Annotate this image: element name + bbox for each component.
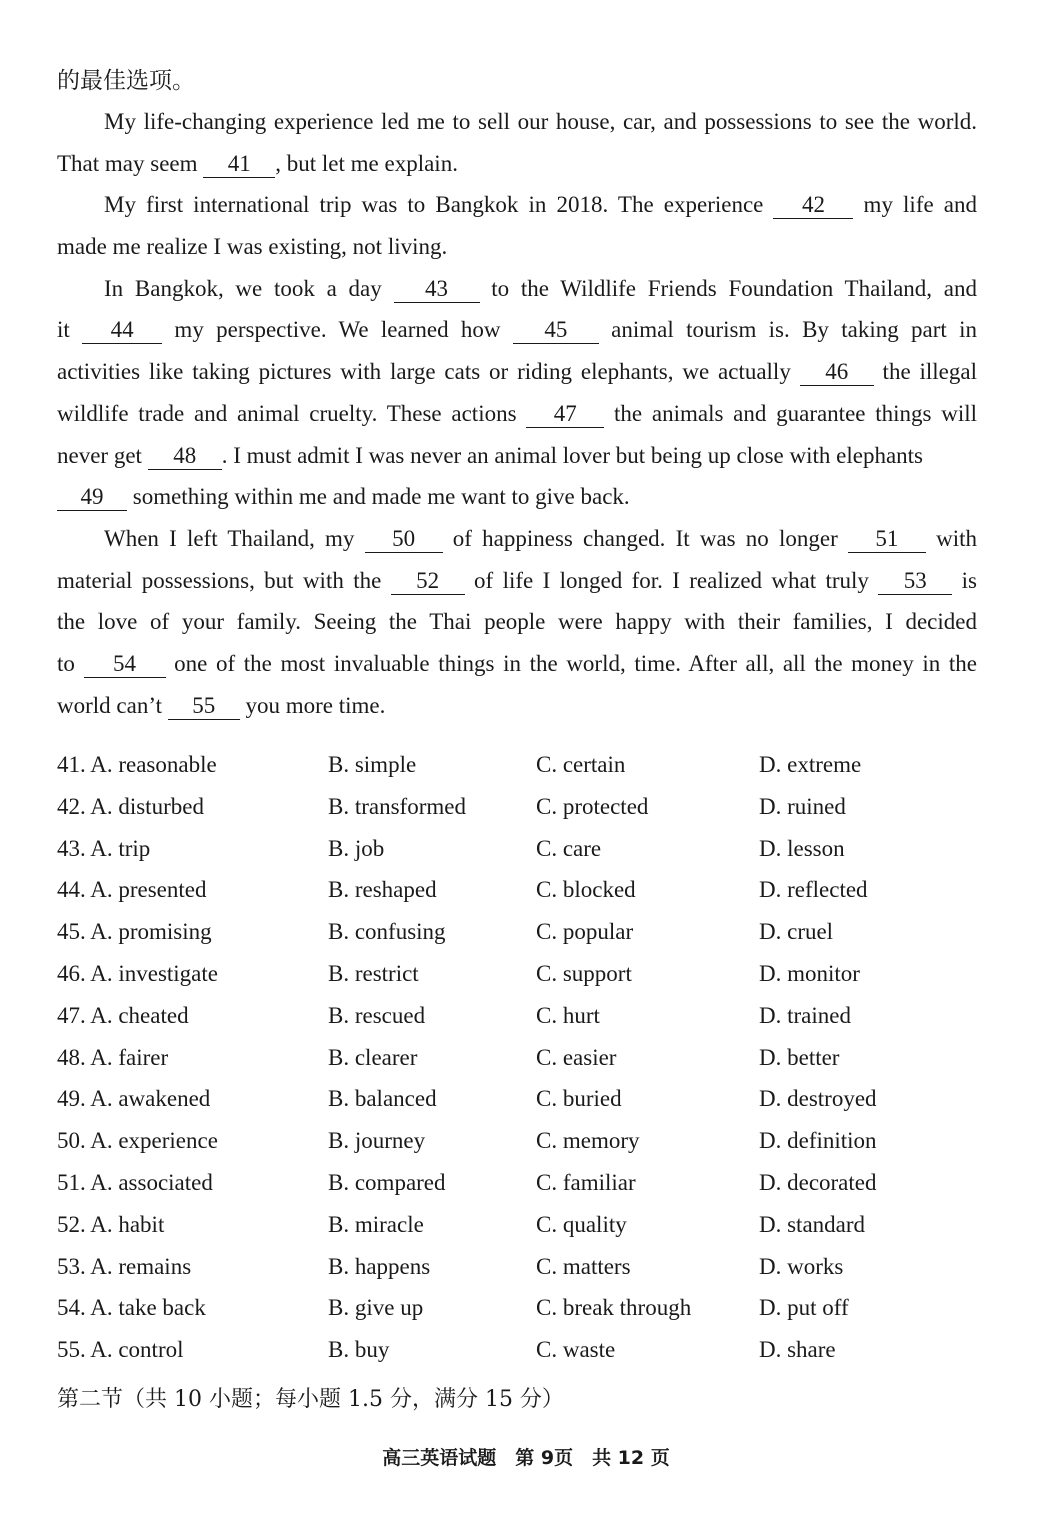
passage-text: , but let me explain. <box>275 150 458 176</box>
option-b: B. journey <box>328 1128 426 1154</box>
option-c: C. popular <box>536 919 634 945</box>
option-b: B. clearer <box>328 1044 418 1070</box>
option-b: B. compared <box>328 1169 446 1195</box>
passage-text: world can’t <box>57 692 168 718</box>
option-c: C. protected <box>536 793 649 819</box>
option-row <box>57 828 957 870</box>
blank-42: 42 <box>773 192 853 219</box>
passage-text: My first international trip was to Bangkok in 2018. The experience <box>104 192 774 218</box>
option-c: C. memory <box>536 1128 640 1154</box>
option-d: D. decorated <box>759 1169 877 1195</box>
option-c: C. quality <box>536 1211 627 1237</box>
blank-47: 47 <box>526 401 604 428</box>
blank-55: 55 <box>168 693 240 720</box>
option-row <box>57 995 957 1037</box>
page-footer: 高三英语试题 第 9页 共 12 页 <box>382 1447 670 1469</box>
option-d: D. extreme <box>759 752 862 777</box>
passage-text: one of the most invaluable things in the world, time. After all, all the money in the <box>165 650 977 676</box>
option-c: C. easier <box>536 1044 617 1070</box>
passage-text: activities like taking pictures with large cats or riding elephants, we actually <box>57 359 800 385</box>
passage-line <box>57 518 977 560</box>
option-a: 41. A. reasonable <box>57 752 217 777</box>
passage-text: never get <box>57 442 148 468</box>
option-row <box>57 953 957 995</box>
blank-45: 45 <box>513 317 599 344</box>
option-b: B. reshaped <box>328 877 437 903</box>
option-d: D. share <box>759 1337 836 1363</box>
option-b: B. give up <box>328 1295 424 1321</box>
passage-text: material possessions, but with the <box>57 567 391 593</box>
option-row <box>57 1287 957 1329</box>
option-a: 43. A. trip <box>57 835 151 861</box>
passage-text: the illegal <box>873 359 977 385</box>
passage-text: . I must admit I was never an animal lover but being up close with elephants <box>221 442 924 468</box>
passage-line <box>57 393 977 435</box>
passage-text: to the Wildlife Friends Foundation Thailand, and <box>479 275 977 301</box>
passage-line <box>57 560 977 602</box>
option-a: 49. A. awakened <box>57 1086 211 1112</box>
option-a: 51. A. associated <box>57 1169 213 1195</box>
blank-41: 41 <box>203 151 275 178</box>
option-row <box>57 911 957 953</box>
option-a: 48. A. fairer <box>57 1044 169 1070</box>
blank-53: 53 <box>878 568 952 595</box>
option-a: 55. A. control <box>57 1337 184 1363</box>
option-d: D. monitor <box>759 960 860 986</box>
instruction-tail: 的最佳选项。 <box>57 68 195 94</box>
option-d: D. trained <box>759 1002 851 1028</box>
option-row <box>57 786 957 828</box>
blank-46: 46 <box>800 359 874 386</box>
passage-text: My life-changing experience led me to sell our house, car, and possessions to see the world. <box>104 109 977 134</box>
option-c: C. support <box>536 960 632 986</box>
passage-text: something within me and made me want to give back. <box>127 484 630 510</box>
option-row <box>57 744 957 786</box>
option-c: C. familiar <box>536 1169 636 1195</box>
blank-48: 48 <box>148 443 222 470</box>
option-a: 54. A. take back <box>57 1295 206 1321</box>
passage-text: animal tourism is. By taking part in <box>598 317 978 343</box>
option-a: 42. A. disturbed <box>57 793 204 819</box>
passage-text: In Bangkok, we took a day <box>104 275 394 301</box>
option-row <box>57 1162 957 1204</box>
blank-51: 51 <box>848 526 926 553</box>
blank-44: 44 <box>82 317 162 344</box>
passage-text: is <box>952 567 978 593</box>
option-b: B. job <box>328 835 385 861</box>
option-a: 47. A. cheated <box>57 1002 189 1028</box>
passage-line <box>57 101 977 143</box>
option-row <box>57 1120 957 1162</box>
blank-54: 54 <box>84 651 166 678</box>
passage-line <box>57 226 977 268</box>
option-row <box>57 869 957 911</box>
option-d: D. lesson <box>759 835 845 861</box>
passage-line <box>57 184 977 226</box>
option-d: D. works <box>759 1253 844 1279</box>
blank-52: 52 <box>391 568 465 595</box>
passage-text: When I left Thailand, my <box>104 525 365 551</box>
option-b: B. rescued <box>328 1002 426 1028</box>
option-b: B. transformed <box>328 793 466 819</box>
passage-text: made me realize I was existing, not living. <box>57 234 448 260</box>
option-c: C. matters <box>536 1253 631 1279</box>
option-c: C. break through <box>536 1295 692 1321</box>
option-row <box>57 1329 957 1371</box>
passage-line <box>57 143 977 185</box>
option-c: C. blocked <box>536 877 636 903</box>
passage-text: of happiness changed. It was no longer <box>442 525 848 551</box>
option-b: B. buy <box>328 1337 390 1363</box>
option-b: B. balanced <box>328 1086 437 1112</box>
passage-text: to <box>57 650 84 676</box>
option-row <box>57 1246 957 1288</box>
passage-text: That may seem <box>57 150 204 176</box>
option-b: B. miracle <box>328 1211 424 1237</box>
option-c: C. waste <box>536 1337 616 1363</box>
option-d: D. put off <box>759 1295 849 1321</box>
option-a: 44. A. presented <box>57 877 207 903</box>
passage-text: my life and <box>853 192 977 218</box>
passage-line <box>57 268 977 310</box>
option-c: C. hurt <box>536 1002 600 1028</box>
passage-line <box>57 601 977 643</box>
passage-line <box>57 351 977 393</box>
option-d: D. better <box>759 1044 840 1070</box>
cloze-passage <box>57 101 977 726</box>
blank-50: 50 <box>365 526 443 553</box>
option-b: B. happens <box>328 1253 431 1279</box>
option-c: C. buried <box>536 1086 622 1112</box>
passage-text: wildlife trade and animal cruelty. These actions <box>57 400 527 426</box>
option-row <box>57 1078 957 1120</box>
passage-line <box>57 685 977 727</box>
option-b: B. restrict <box>328 960 419 986</box>
option-b: B. simple <box>328 752 417 777</box>
option-c: C. care <box>536 835 602 861</box>
passage-text: it <box>57 317 83 343</box>
answer-options-table <box>57 744 957 1371</box>
passage-text: with <box>925 525 977 551</box>
passage-text: of life I longed for. I realized what truly <box>464 567 879 593</box>
option-a: 53. A. remains <box>57 1253 192 1279</box>
option-d: D. ruined <box>759 793 846 819</box>
passage-line <box>57 435 977 477</box>
passage-text: the love of your family. Seeing the Thai people were happy with their families, I decided <box>57 609 977 635</box>
option-d: D. cruel <box>759 919 834 945</box>
blank-49: 49 <box>57 484 127 511</box>
passage-line <box>57 476 977 518</box>
option-d: D. reflected <box>759 877 868 903</box>
option-a: 50. A. experience <box>57 1128 218 1154</box>
option-b: B. confusing <box>328 919 446 945</box>
option-row <box>57 1037 957 1079</box>
option-a: 52. A. habit <box>57 1211 165 1237</box>
section-heading: 第二节（共 10 小题；每小题 1.5 分，满分 15 分） <box>57 1387 564 1412</box>
passage-text: my perspective. We learned how <box>162 317 513 343</box>
passage-line <box>57 643 977 685</box>
option-d: D. standard <box>759 1211 866 1237</box>
option-c: C. certain <box>536 752 626 777</box>
option-d: D. definition <box>759 1128 877 1154</box>
option-a: 45. A. promising <box>57 919 212 945</box>
option-a: 46. A. investigate <box>57 960 218 986</box>
option-d: D. destroyed <box>759 1086 877 1112</box>
option-row <box>57 1204 957 1246</box>
blank-43: 43 <box>394 276 480 303</box>
passage-line <box>57 309 977 351</box>
passage-text: you more time. <box>239 692 386 718</box>
passage-text: the animals and guarantee things will <box>604 400 977 426</box>
